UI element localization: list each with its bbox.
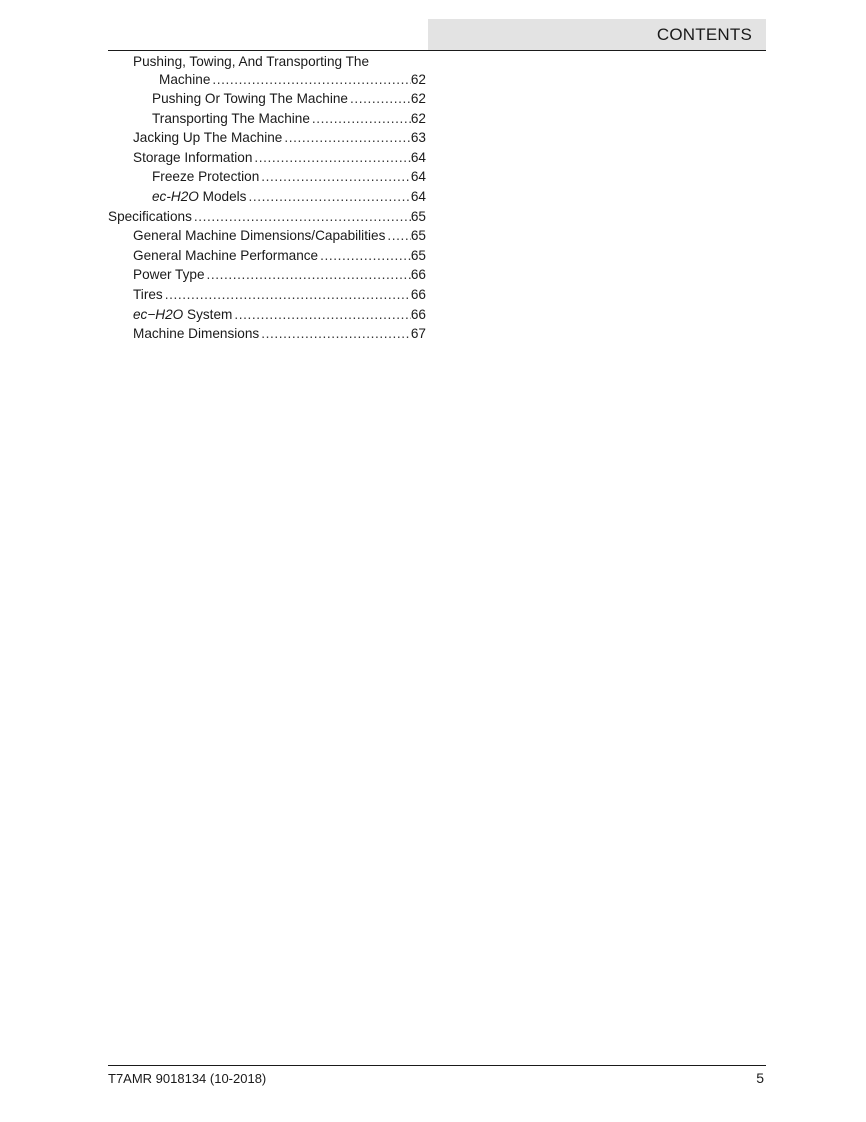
toc-entry-title: Pushing Or Towing The Machine bbox=[152, 91, 348, 106]
toc-entry-title: Freeze Protection bbox=[152, 169, 260, 185]
toc-entry-page: 66 bbox=[410, 286, 426, 302]
toc-entry-page: 63 bbox=[410, 130, 426, 146]
toc-entry-title: Pushing, Towing, And Transporting The bbox=[133, 54, 370, 69]
dot-leader bbox=[282, 128, 411, 148]
toc-entry-machine-dimensions[interactable] bbox=[108, 324, 426, 344]
toc-entry-title: Storage Information bbox=[133, 149, 253, 165]
toc-entry-pushing-towing[interactable] bbox=[108, 54, 426, 89]
toc-entry-title-italic: ec−H2O bbox=[133, 306, 184, 322]
toc-entry-tires[interactable] bbox=[108, 285, 426, 305]
toc-entry-ec-h2o-models[interactable] bbox=[108, 187, 426, 207]
toc-entry-freeze-protection[interactable] bbox=[108, 167, 426, 187]
document-id: T7AMR 9018134 (10-2018) bbox=[108, 1071, 267, 1086]
toc-entry-title-rest: System bbox=[183, 306, 233, 322]
toc-entry-page: 64 bbox=[410, 188, 426, 204]
toc-entry-title: Power Type bbox=[133, 267, 205, 283]
toc-entry-page: 64 bbox=[410, 149, 426, 165]
header-band bbox=[428, 19, 766, 50]
dot-leader bbox=[259, 167, 411, 187]
toc-entry-title: Machine Dimensions bbox=[133, 326, 260, 342]
toc-entry-title: Tires bbox=[133, 286, 163, 302]
dot-leader bbox=[318, 246, 411, 266]
dot-leader bbox=[259, 324, 411, 344]
page-title: CONTENTS bbox=[656, 25, 752, 44]
header-divider bbox=[108, 50, 766, 51]
toc-entry-title: Jacking Up The Machine bbox=[133, 130, 283, 146]
toc-entry-title: Transporting The Machine bbox=[152, 110, 310, 126]
dot-leader bbox=[163, 285, 411, 305]
toc-entry-title bbox=[133, 305, 232, 325]
toc-entry-page: 64 bbox=[410, 169, 426, 185]
toc-entry-page: 62 bbox=[410, 91, 426, 106]
toc-entry-title: General Machine Performance bbox=[133, 247, 319, 263]
dot-leader bbox=[385, 226, 411, 246]
toc-entry-title: Specifications bbox=[108, 208, 192, 224]
toc-entry-page: 67 bbox=[410, 326, 426, 342]
toc-entry-title bbox=[152, 187, 246, 207]
toc-entry-page: 66 bbox=[410, 267, 426, 283]
toc-entry-page: 65 bbox=[410, 228, 426, 244]
toc-entry-general-dimensions[interactable] bbox=[108, 226, 426, 246]
toc-entry-storage-information[interactable] bbox=[108, 148, 426, 168]
page-number: 5 bbox=[756, 1070, 764, 1086]
toc-entry-page: 66 bbox=[410, 306, 426, 322]
toc-entry-page: 62 bbox=[410, 72, 426, 87]
dot-leader bbox=[205, 265, 411, 285]
footer-divider bbox=[108, 1065, 766, 1066]
toc-entry-ec-h2o-system[interactable] bbox=[108, 305, 426, 325]
toc-entry-jacking-up[interactable] bbox=[108, 128, 426, 148]
dot-leader bbox=[246, 187, 410, 207]
toc-entry-title: General Machine Dimensions/Capabilities bbox=[133, 228, 386, 244]
dot-leader bbox=[232, 305, 411, 325]
toc-entry-page: 65 bbox=[410, 208, 426, 224]
toc-entry-general-performance[interactable] bbox=[108, 246, 426, 266]
toc-entry-pushing-or-towing[interactable] bbox=[108, 89, 426, 109]
toc-entry-power-type[interactable] bbox=[108, 265, 426, 285]
toc-entry-title-continued: Machine bbox=[159, 72, 211, 87]
toc-entry-page: 65 bbox=[410, 247, 426, 263]
dot-leader bbox=[192, 207, 411, 227]
toc-entry-title-rest: Models bbox=[198, 188, 247, 204]
toc-entry-specifications[interactable] bbox=[108, 207, 426, 227]
dot-leader bbox=[348, 89, 411, 109]
dot-leader bbox=[210, 70, 410, 89]
dot-leader bbox=[310, 109, 411, 129]
toc-entry-page: 62 bbox=[410, 110, 426, 126]
toc-entry-transporting[interactable] bbox=[108, 109, 426, 129]
table-of-contents bbox=[108, 54, 426, 344]
dot-leader bbox=[252, 148, 410, 168]
toc-entry-title-italic: ec-H2O bbox=[152, 188, 199, 204]
